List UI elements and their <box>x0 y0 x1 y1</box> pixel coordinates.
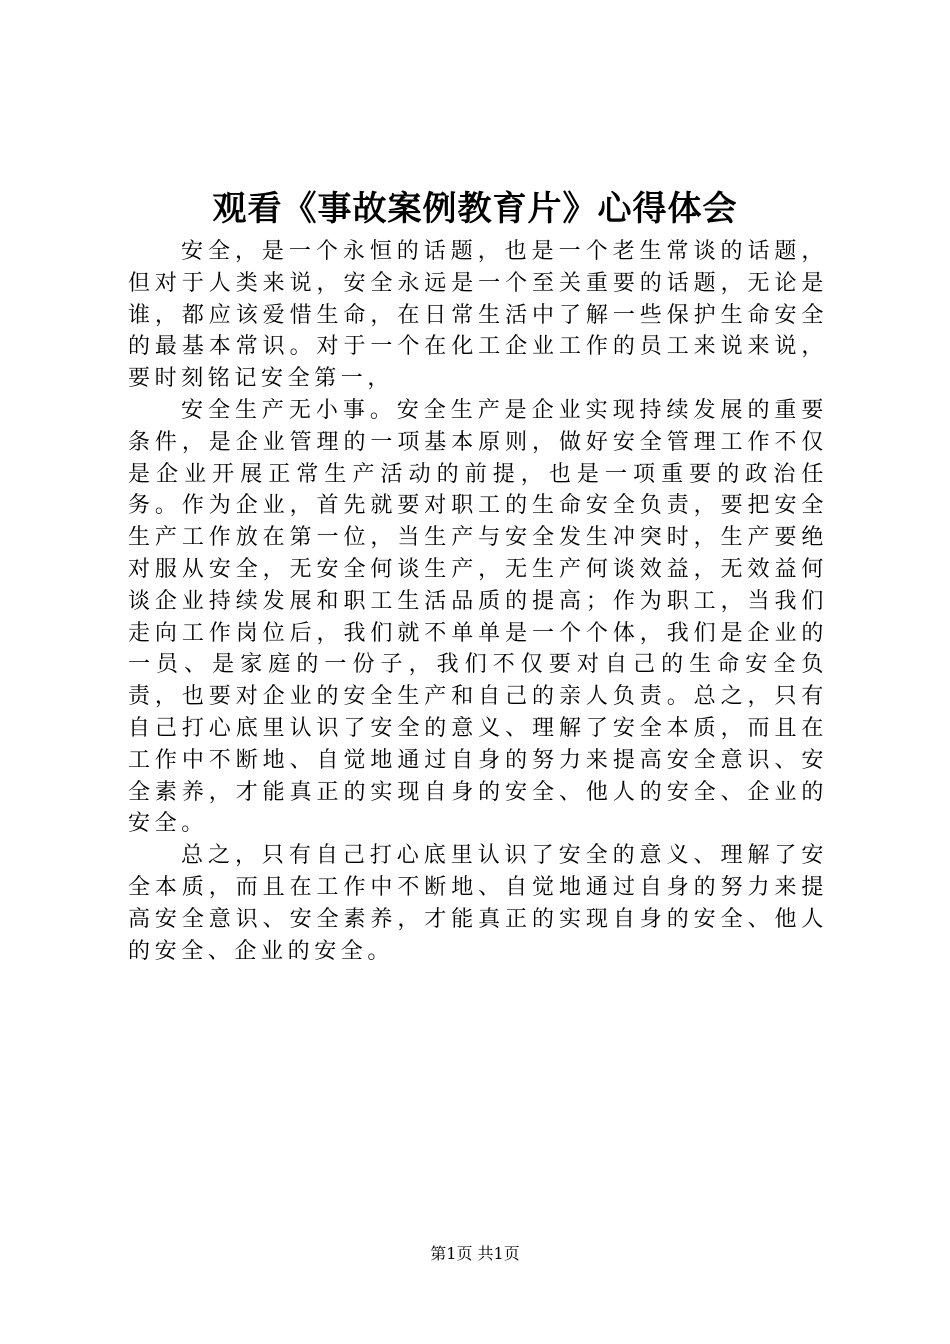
paragraph-1: 安全，是一个永恒的话题，也是一个老生常谈的话题，但对于人类来说，安全永远是一个至关重要的话题，无论是谁，都应该爱惜生命，在日常生活中了解一些保护生命安全的最基本常识。对于一个在化工企业工作的员工来说来说，要时刻铭记安全第一， <box>128 239 828 392</box>
paragraph-2: 安全生产无小事。安全生产是企业实现持续发展的重要条件，是企业管理的一项基本原则，做好安全管理工作不仅是企业开展正常生产活动的前提，也是一项重要的政治任务。作为企业，首先就要对职工的生命安全负责，要把安全生产工作放在第一位，当生产与安全发生冲突时，生产要绝对服从安全，无安全何谈生产，无生产何谈效益，无效益何谈企业持续发展和职工生活品质的提高；作为职工，当我们走向工作岗位后，我们就不单单是一个个体，我们是企业的一员、是家庭的一份子，我们不仅要对自己的生命安全负责，也要对企业的安全生产和自己的亲人负责。总之，只有自己打心底里认识了安全的意义、理解了安全本质，而且在工作中不断地、自觉地通过自身的努力来提高安全意识、安全素养，才能真正的实现自身的安全、他人的安全、企业的安全。 <box>128 397 828 837</box>
page-footer: 第1页 共1页 <box>430 1244 520 1263</box>
paragraph-3: 总之，只有自己打心底里认识了安全的意义、理解了安全本质，而且在工作中不断地、自觉地通过自身的努力来提高安全意识、安全素养，才能真正的实现自身的安全、他人的安全、企业的安全。 <box>128 843 828 964</box>
document-body <box>128 236 828 967</box>
document-title: 观看《事故案例教育片》心得体会 <box>212 189 738 229</box>
